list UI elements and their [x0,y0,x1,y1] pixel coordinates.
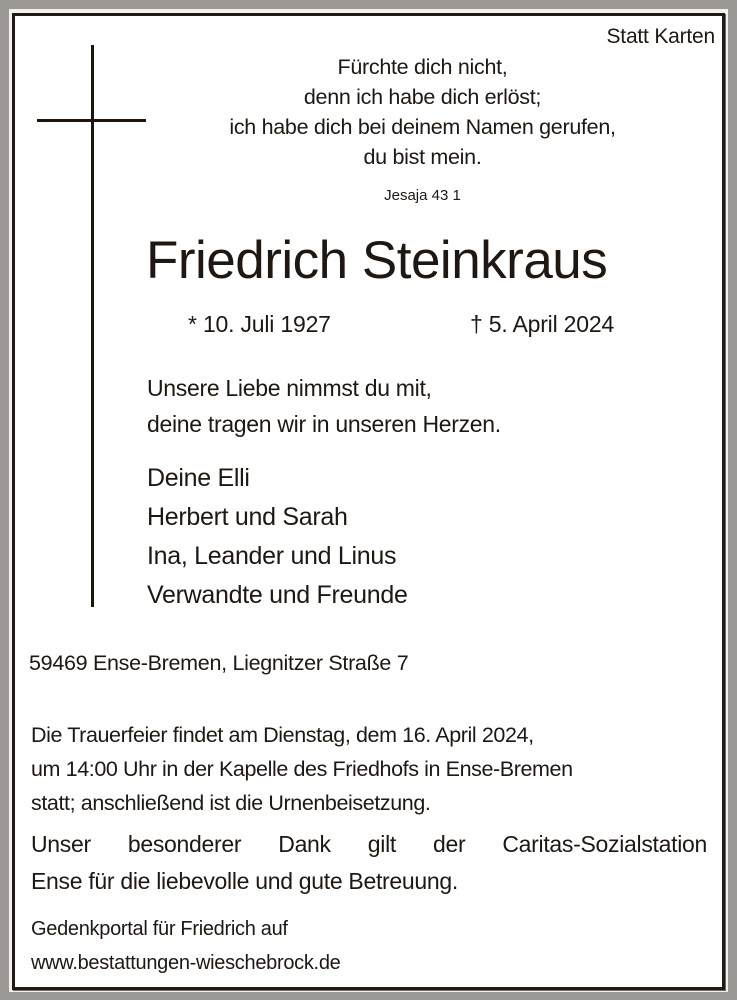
memorial-portal [31,912,340,980]
bible-verse [150,52,695,172]
cross-icon-vertical [91,45,94,607]
mourners-list [147,459,408,615]
funeral-line: um 14:00 Uhr in der Kapelle des Friedhofs in Ense-Bremen [31,757,573,781]
verse-line: denn ich habe dich erlöst; [303,85,542,109]
funeral-info [31,718,707,820]
verse-source: Jesaja 43 1 [384,187,461,204]
funeral-line: statt; anschließend ist die Urnenbeisetzung. [31,791,431,815]
funeral-line: Die Trauerfeier findet am Dienstag, dem 16. April 2024, [31,723,534,747]
motto-line: deine tragen wir in unseren Herzen. [147,411,501,437]
address: 59469 Ense-Bremen, Liegnitzer Straße 7 [29,651,409,675]
thanks-note [31,826,707,900]
verse-line: du bist mein. [363,145,482,169]
motto-line: Unsere Liebe nimmst du mit, [147,375,432,401]
mourner: Deine Elli [147,464,250,492]
birth-date: * 10. Juli 1927 [188,311,331,337]
mourner: Herbert und Sarah [147,503,348,531]
cross-icon-horizontal [37,119,146,122]
motto [147,370,501,442]
verse-line: ich habe dich bei deinem Namen gerufen, [229,115,616,139]
header-note: Statt Karten [606,25,715,48]
mourner: Verwandte und Freunde [147,581,408,609]
portal-url[interactable]: www.bestattungen-wieschebrock.de [31,952,341,974]
thanks-line: Ense für die liebevolle und gute Betreuung. [31,868,458,894]
mourner: Ina, Leander und Linus [147,542,397,570]
verse-line: Fürchte dich nicht, [337,55,508,79]
death-date: † 5. April 2024 [470,311,615,337]
portal-label: Gedenkportal für Friedrich auf [31,918,288,940]
thanks-line: Unser besonderer Dank gilt der Caritas-Sozialstation [31,831,707,857]
deceased-name: Friedrich Steinkraus [146,231,608,290]
